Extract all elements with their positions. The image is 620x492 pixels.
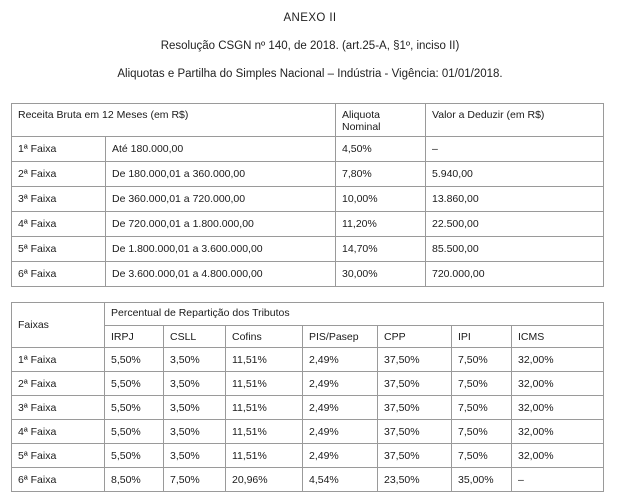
cell-aliquota-nominal: 11,20% (336, 212, 426, 237)
cell-valor-deduzir: 22.500,00 (426, 212, 604, 237)
column-header-faixas: Faixas (12, 303, 105, 348)
cell-faixa: 5ª Faixa (12, 444, 105, 468)
cell-valor-deduzir: 13.860,00 (426, 187, 604, 212)
column-header-pis-pasep: PIS/Pasep (303, 326, 378, 348)
cell-faixa: 4ª Faixa (12, 420, 105, 444)
column-header-percentual-reparticao: Percentual de Repartição dos Tributos (105, 303, 604, 326)
table-row (12, 262, 604, 287)
cell-faixa: 1ª Faixa (12, 137, 106, 162)
cell-aliquota-nominal: 4,50% (336, 137, 426, 162)
cell-cpp: 37,50% (378, 348, 452, 372)
cell-csll: 3,50% (164, 372, 226, 396)
table-row (12, 162, 604, 187)
cell-cpp: 23,50% (378, 468, 452, 492)
cell-icms: 32,00% (512, 396, 604, 420)
cell-pis-pasep: 2,49% (303, 420, 378, 444)
cell-icms: – (512, 468, 604, 492)
cell-receita-bruta: De 180.000,01 a 360.000,00 (106, 162, 336, 187)
column-header-aliquota-nominal (336, 104, 426, 137)
cell-aliquota-nominal: 7,80% (336, 162, 426, 187)
column-header-valor-deduzir: Valor a Deduzir (em R$) (426, 104, 604, 137)
cell-pis-pasep: 2,49% (303, 444, 378, 468)
cell-csll: 7,50% (164, 468, 226, 492)
tax-distribution-table-head (12, 303, 604, 348)
cell-ipi: 7,50% (452, 372, 512, 396)
revenue-brackets-table-body (12, 137, 604, 287)
cell-aliquota-nominal: 14,70% (336, 237, 426, 262)
cell-faixa: 2ª Faixa (12, 372, 105, 396)
cell-valor-deduzir: 5.940,00 (426, 162, 604, 187)
cell-ipi: 7,50% (452, 444, 512, 468)
column-header-receita-bruta: Receita Bruta em 12 Meses (em R$) (12, 104, 336, 137)
table-row (12, 444, 604, 468)
cell-aliquota-nominal: 30,00% (336, 262, 426, 287)
table-row (12, 396, 604, 420)
cell-pis-pasep: 2,49% (303, 348, 378, 372)
cell-valor-deduzir: 720.000,00 (426, 262, 604, 287)
cell-icms: 32,00% (512, 444, 604, 468)
cell-faixa: 5ª Faixa (12, 237, 106, 262)
cell-valor-deduzir: – (426, 137, 604, 162)
cell-valor-deduzir: 85.500,00 (426, 237, 604, 262)
cell-ipi: 7,50% (452, 420, 512, 444)
cell-pis-pasep: 2,49% (303, 372, 378, 396)
table-row (12, 468, 604, 492)
cell-cofins: 20,96% (226, 468, 303, 492)
cell-cofins: 11,51% (226, 348, 303, 372)
cell-receita-bruta: De 720.000,01 a 1.800.000,00 (106, 212, 336, 237)
table-row (12, 137, 604, 162)
table-header-row-group (12, 303, 604, 326)
aliquotas-subtitle: Aliquotas e Partilha do Simples Nacional – Indústria - Vigência: 01/01/2018. (117, 68, 503, 80)
table-row (12, 212, 604, 237)
cell-icms: 32,00% (512, 348, 604, 372)
cell-faixa: 3ª Faixa (12, 187, 106, 212)
cell-csll: 3,50% (164, 444, 226, 468)
table-row (12, 348, 604, 372)
cell-receita-bruta: Até 180.000,00 (106, 137, 336, 162)
aliquota-header-line2: Nominal (342, 121, 381, 133)
cell-irpj: 5,50% (105, 348, 164, 372)
cell-aliquota-nominal: 10,00% (336, 187, 426, 212)
cell-csll: 3,50% (164, 396, 226, 420)
cell-pis-pasep: 2,49% (303, 396, 378, 420)
cell-irpj: 8,50% (105, 468, 164, 492)
resolution-subtitle: Resolução CSGN nº 140, de 2018. (art.25-A, §1º, inciso II) (160, 40, 460, 52)
cell-cofins: 11,51% (226, 396, 303, 420)
table-row (12, 372, 604, 396)
tax-distribution-table-body (12, 348, 604, 492)
cell-faixa: 6ª Faixa (12, 262, 106, 287)
cell-ipi: 35,00% (452, 468, 512, 492)
cell-csll: 3,50% (164, 348, 226, 372)
cell-faixa: 6ª Faixa (12, 468, 105, 492)
table-header-row (12, 104, 604, 137)
cell-faixa: 2ª Faixa (12, 162, 106, 187)
column-header-cpp: CPP (378, 326, 452, 348)
cell-receita-bruta: De 1.800.000,01 a 3.600.000,00 (106, 237, 336, 262)
cell-cofins: 11,51% (226, 372, 303, 396)
cell-cpp: 37,50% (378, 420, 452, 444)
column-header-ipi: IPI (452, 326, 512, 348)
column-header-icms: ICMS (512, 326, 604, 348)
cell-cpp: 37,50% (378, 396, 452, 420)
tax-distribution-table-container (11, 302, 603, 492)
column-header-irpj: IRPJ (105, 326, 164, 348)
page-title: ANEXO II (283, 12, 337, 24)
cell-ipi: 7,50% (452, 396, 512, 420)
aliquota-header-line1: Aliquota (342, 109, 380, 121)
cell-faixa: 3ª Faixa (12, 396, 105, 420)
cell-irpj: 5,50% (105, 420, 164, 444)
cell-icms: 32,00% (512, 420, 604, 444)
revenue-brackets-table (11, 103, 604, 287)
cell-pis-pasep: 4,54% (303, 468, 378, 492)
cell-icms: 32,00% (512, 372, 604, 396)
tax-distribution-table (11, 302, 604, 492)
revenue-brackets-table-container (11, 103, 603, 287)
cell-csll: 3,50% (164, 420, 226, 444)
cell-faixa: 4ª Faixa (12, 212, 106, 237)
cell-irpj: 5,50% (105, 372, 164, 396)
cell-cofins: 11,51% (226, 444, 303, 468)
column-header-csll: CSLL (164, 326, 226, 348)
cell-cpp: 37,50% (378, 372, 452, 396)
cell-irpj: 5,50% (105, 444, 164, 468)
cell-receita-bruta: De 3.600.000,01 a 4.800.000,00 (106, 262, 336, 287)
column-header-cofins: Cofins (226, 326, 303, 348)
cell-irpj: 5,50% (105, 396, 164, 420)
revenue-brackets-table-head (12, 104, 604, 137)
cell-cofins: 11,51% (226, 420, 303, 444)
cell-faixa: 1ª Faixa (12, 348, 105, 372)
document-headings (0, 0, 620, 82)
cell-cpp: 37,50% (378, 444, 452, 468)
table-row (12, 237, 604, 262)
table-row (12, 420, 604, 444)
cell-ipi: 7,50% (452, 348, 512, 372)
table-row (12, 187, 604, 212)
cell-receita-bruta: De 360.000,01 a 720.000,00 (106, 187, 336, 212)
